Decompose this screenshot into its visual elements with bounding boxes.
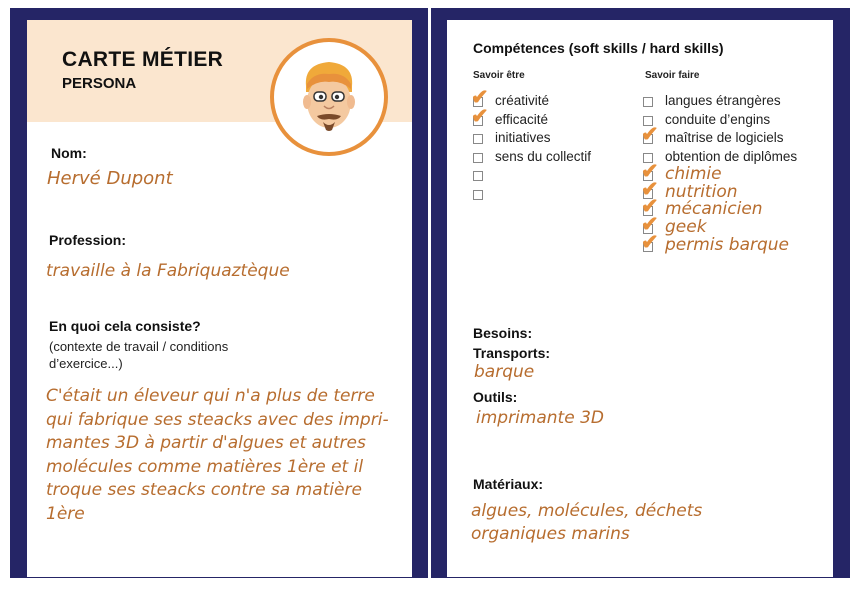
answer-line: qui fabrique ses steacks avec des impri- [46,409,389,430]
question-hint-line-1: (contexte de travail / conditions [49,339,229,354]
cartoon-man-face-icon [274,42,384,152]
transports-value: barque [474,362,535,382]
savoir-faire-label: permis barque [665,235,790,255]
profession-label: Profession: [49,232,127,248]
savoir-faire-heading: Savoir faire [645,70,700,81]
handdrawn-check-icon: ✔ [641,123,659,146]
answer-line: 1ère [46,503,85,524]
answer-line: C'était un éleveur qui n'a plus de terre [46,386,375,406]
avatar [270,38,388,156]
handdrawn-check-icon: ✔ [471,104,489,128]
checkbox[interactable] [473,171,483,181]
materiaux-value-line-1: algues, molécules, déchets [471,501,703,521]
savoir-faire-label: maîtrise de logiciels [665,130,784,145]
transports-label: Transports: [473,345,551,361]
question-hint-line-2: d’exercice...) [49,356,123,371]
nom-value: Hervé Dupont [47,168,173,189]
savoir-faire-label: chimie [665,164,722,184]
handdrawn-check-icon: ✔ [641,160,659,183]
savoir-etre-label: efficacité [495,111,549,127]
answer-text [46,385,389,526]
profession-value: travaille à la Fabriquaztèque [46,261,290,281]
outils-label: Outils: [473,389,518,405]
savoir-faire-label: langues étrangères [665,93,781,108]
card-subtitle: PERSONA [62,75,137,92]
left-card [27,20,412,577]
savoir-etre-heading: Savoir être [473,70,525,81]
handdrawn-check-icon: ✔ [641,213,659,236]
answer-line: molécules comme matières 1ère et il [46,456,364,477]
savoir-etre-label: créativité [495,93,550,108]
materiaux-label: Matériaux: [473,476,544,492]
competences-title: Compétences (soft skills / hard skills) [473,40,724,56]
materiaux-value-line-2: organiques marins [471,524,630,544]
handdrawn-check-icon: ✔ [471,86,489,109]
answer-line: troque ses steacks contre sa matière [46,480,362,500]
nom-label: Nom: [51,145,87,161]
card-title: CARTE MÉTIER [62,48,224,71]
outils-value: imprimante 3D [476,408,604,428]
savoir-etre-list [471,86,633,213]
handdrawn-check-icon: ✔ [641,195,659,218]
checkbox[interactable] [473,134,483,144]
savoir-faire-list [643,93,828,263]
checkbox[interactable] [643,97,653,107]
savoir-faire-label: mécanicien [665,199,763,219]
besoins-label: Besoins: [473,325,533,341]
right-card [447,20,833,577]
handdrawn-check-icon: ✔ [641,231,659,254]
savoir-etre-label: sens du collectif [495,148,592,164]
savoir-faire-label: conduite d’engins [665,111,771,127]
savoir-etre-label: initiatives [495,130,551,145]
savoir-faire-label: geek [665,217,707,237]
handdrawn-check-icon: ✔ [641,178,659,201]
question-label: En quoi cela consiste? [49,318,201,334]
answer-line: mantes 3D à partir d'algues et autres [46,433,366,453]
savoir-faire-label: obtention de diplômes [665,148,798,164]
checkbox[interactable] [473,153,483,163]
checkbox[interactable] [473,190,483,200]
savoir-faire-label: nutrition [665,182,738,202]
